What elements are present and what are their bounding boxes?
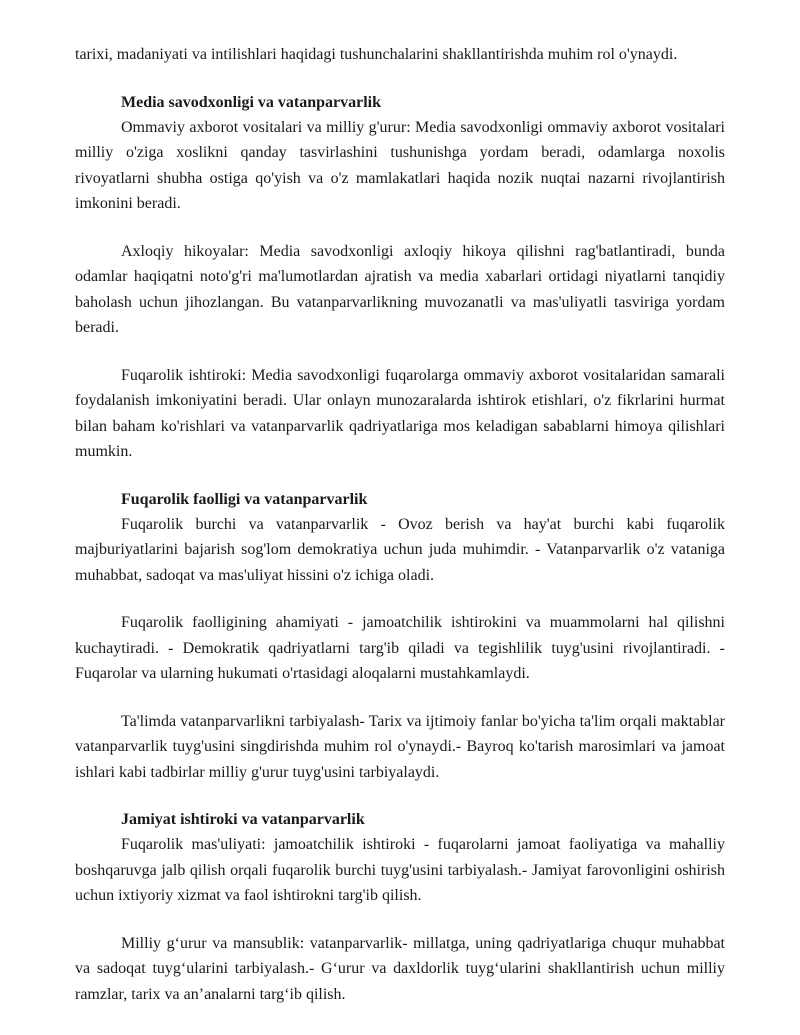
section-heading: Fuqarolik faolligi va vatanparvarlik bbox=[121, 490, 368, 508]
paragraph: Ommaviy axborot vositalari va milliy g'urur: Media savodxonligi ommaviy axborot vositalari milliy o'ziga xoslikni qanday tasvirlashini tushunishga yordam beradi, odamlarga noxolis rivoyatlarni shubha ostiga qo'yish va o'z mamlakatlari haqida nozik nuqtai nazarni rivojlantirish imkonini beradi. bbox=[75, 118, 725, 212]
paragraph: Ta'limda vatanparvarlikni tarbiyalash- Tarix va ijtimoiy fanlar bo'yicha ta'lim orqali maktablar vatanparvarlik tuyg'usini singdirishda muhim rol o'ynaydi.- Bayroq ko'tarish marosimlari va jamoat ishlari kabi tadbirlar milliy g'urur tuyg'usini tarbiyalaydi. bbox=[75, 712, 725, 781]
section-heading: Jamiyat ishtiroki va vatanparvarlik bbox=[121, 811, 365, 828]
paragraph: Axloqiy hikoyalar: Media savodxonligi axloqiy hikoya qilishni rag'batlantiradi, bunda odamlar haqiqatni noto'g'ri ma'lumotlardan ajratish va media xabarlari ortidagi niyatlarni tanqidiy baholash uchun jihozlangan. Bu vatanparvarlikning muvozanatli va mas'uliyatli tasviriga yordam beradi. bbox=[75, 242, 725, 336]
paragraph: Fuqarolik mas'uliyati: jamoatchilik ishtiroki - fuqarolarni jamoat faoliyatiga va mahalliy boshqaruvga jalb qilish orqali fuqarolik burchi tuyg'usini tarbiyalash.- Jamiyat farovonligini oshirish uchun ixtiyoriy xizmat va faol ishtirokni targ'ib qilish. bbox=[75, 836, 725, 904]
section-civic-activity bbox=[75, 488, 725, 786]
section-community-participation bbox=[75, 808, 725, 1007]
section-media-literacy bbox=[75, 91, 725, 465]
paragraph: Fuqarolik ishtiroki: Media savodxonligi fuqarolarga ommaviy axborot vositalaridan samarali foydalanish imkoniyatini beradi. Ular onlayn munozaralarda ishtirok etishlari, o'z fikrlarini hurmat bilan baham ko'rishlari va vatanparvarlik qadriyatlariga mos keladigan sabablarni himoya qilishlari mumkin. bbox=[75, 366, 725, 460]
paragraph: Milliy g‘urur va mansublik: vatanparvarlik- millatga, uning qadriyatlariga chuqur muhabbat va sadoqat tuyg‘ularini tarbiyalash.- G‘urur va daxldorlik tuyg‘ularini shakllantirish uchun milliy ramzlar, tarix va an’analarni targ‘ib qilish. bbox=[75, 934, 725, 1003]
intro-continuation: tarixi, madaniyati va intilishlari haqidagi tushunchalarini shakllantirishda muhim rol o'ynaydi. bbox=[75, 46, 678, 63]
paragraph: Fuqarolik faolligining ahamiyati - jamoatchilik ishtirokini va muammolarni hal qilishni kuchaytiradi. - Demokratik qadriyatlarni targ'ib qiladi va tegishlilik tuyg'usini rivojlantiradi. - Fuqarolar va ularning hukumati o'rtasidagi aloqalarni mustahkamlaydi. bbox=[75, 614, 725, 682]
section-heading: Media savodxonligi va vatanparvarlik bbox=[121, 93, 382, 111]
paragraph: Fuqarolik burchi va vatanparvarlik - Ovoz berish va hay'at burchi kabi fuqarolik majburiyatlarini bajarish sog'lom demokratiya uchun juda muhimdir. - Vatanparvarlik o'z vataniga muhabbat, sadoqat va mas'uliyat hissini o'z ichiga oladi. bbox=[75, 515, 725, 584]
